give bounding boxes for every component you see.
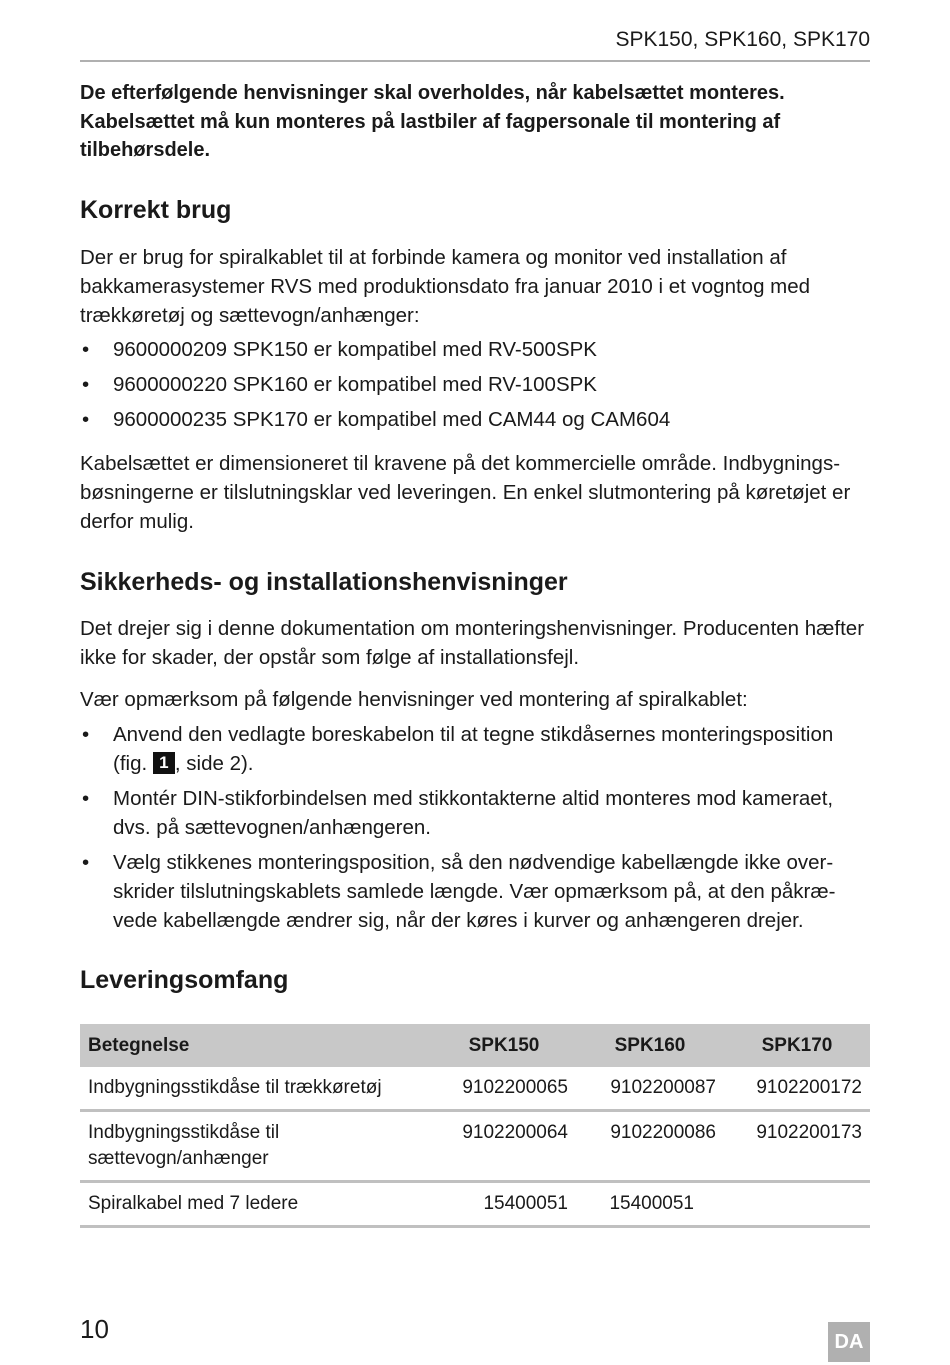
table-row (80, 1182, 870, 1227)
column-header: SPK150 (432, 1024, 576, 1067)
table-cell: 9102200087 (576, 1067, 724, 1111)
dimension-paragraph: Kabelsættet er dimensioneret til kravene på det kommercielle område. Indbygningsbøsningerne er tilslutningsklar ved leveringen. En enkel slutmontering på køretøjet er derfor mulig. (80, 452, 851, 533)
list-item: • Vælg stikkenes monteringsposition, så den nødvendige kabellængde ikke overskrider tilslutningskablets samlede længde. Vær opmærksom på, at den påkrævede kabellængde ændrer sig, når der køres i kurver og anhængeren drejer. (80, 848, 870, 935)
column-header: SPK170 (724, 1024, 870, 1067)
table-cell: 9102200172 (724, 1067, 870, 1111)
column-header: Betegnelse (80, 1024, 432, 1067)
list-item: • 9600000220 SPK160 er kompatibel med RV-100SPK (80, 370, 870, 399)
intro-warning: De efterfølgende henvisninger skal overholdes, når kabelsættet monteres. Kabelsættet må kun monteres på lastbiler af fagpersonale til montering af tilbehørsdele. (80, 82, 785, 161)
table-row (80, 1067, 870, 1111)
list-item: • 9600000209 SPK150 er kompatibel med RV-500SPK (80, 335, 870, 364)
heading-correct-use: Korrekt brug (80, 196, 232, 224)
bullet-text: Anvend den vedlagte boreskabelon til at tegne stikdåsernes monteringsposition (fig. (113, 723, 834, 775)
correct-use-paragraph: Der er brug for spiralkablet til at forbinde kamera og monitor ved installation af bakkamerasystemer RVS med produktionsdato fra januar 2010 i et vogntog med trækkøretøj og sættevogn/anhænger: (80, 246, 811, 327)
list-item (80, 720, 870, 778)
bullet-text: , side 2). (174, 752, 254, 775)
safety-list (80, 720, 870, 935)
table-cell: Spiralkabel med 7 ledere (80, 1182, 432, 1227)
scope-table (80, 1024, 870, 1228)
compatibility-list (80, 335, 870, 434)
table-row (80, 1111, 870, 1182)
page-number: 10 (80, 1314, 109, 1344)
list-item: • 9600000235 SPK170 er kompatibel med CAM44 og CAM604 (80, 405, 870, 434)
table-cell: 15400051 (432, 1182, 576, 1227)
table-cell: 9102200173 (724, 1111, 870, 1182)
table-cell: Indbygningsstikdåse til trækkøretøj (80, 1067, 432, 1111)
table-cell: Indbygningsstikdåse til sættevogn/anhænger (80, 1111, 432, 1182)
page-header: SPK150, SPK160, SPK170 (80, 28, 870, 62)
table-cell: 9102200086 (576, 1111, 724, 1182)
safety-intro: Vær opmærksom på følgende henvisninger ved montering af spiralkablet: (80, 688, 748, 711)
list-item: • Montér DIN-stikforbindelsen med stikkontakterne altid monteres mod kameraet, dvs. på sættevognen/anhængeren. (80, 784, 870, 842)
table-cell: 15400051 (576, 1182, 724, 1227)
table-cell: 9102200065 (432, 1067, 576, 1111)
heading-safety: Sikkerheds- og installationshenvisninger (80, 568, 568, 596)
heading-scope: Leveringsomfang (80, 966, 289, 994)
table-header-row (80, 1024, 870, 1067)
figure-ref-badge: 1 (153, 752, 175, 774)
table-cell: 9102200064 (432, 1111, 576, 1182)
safety-paragraph: Det drejer sig i denne dokumentation om monteringshenvisninger. Producenten hæfter ikke for skader, der opstår som følge af installationsfejl. (80, 617, 865, 669)
column-header: SPK160 (576, 1024, 724, 1067)
table-cell (724, 1182, 870, 1227)
language-badge: DA (828, 1322, 870, 1362)
